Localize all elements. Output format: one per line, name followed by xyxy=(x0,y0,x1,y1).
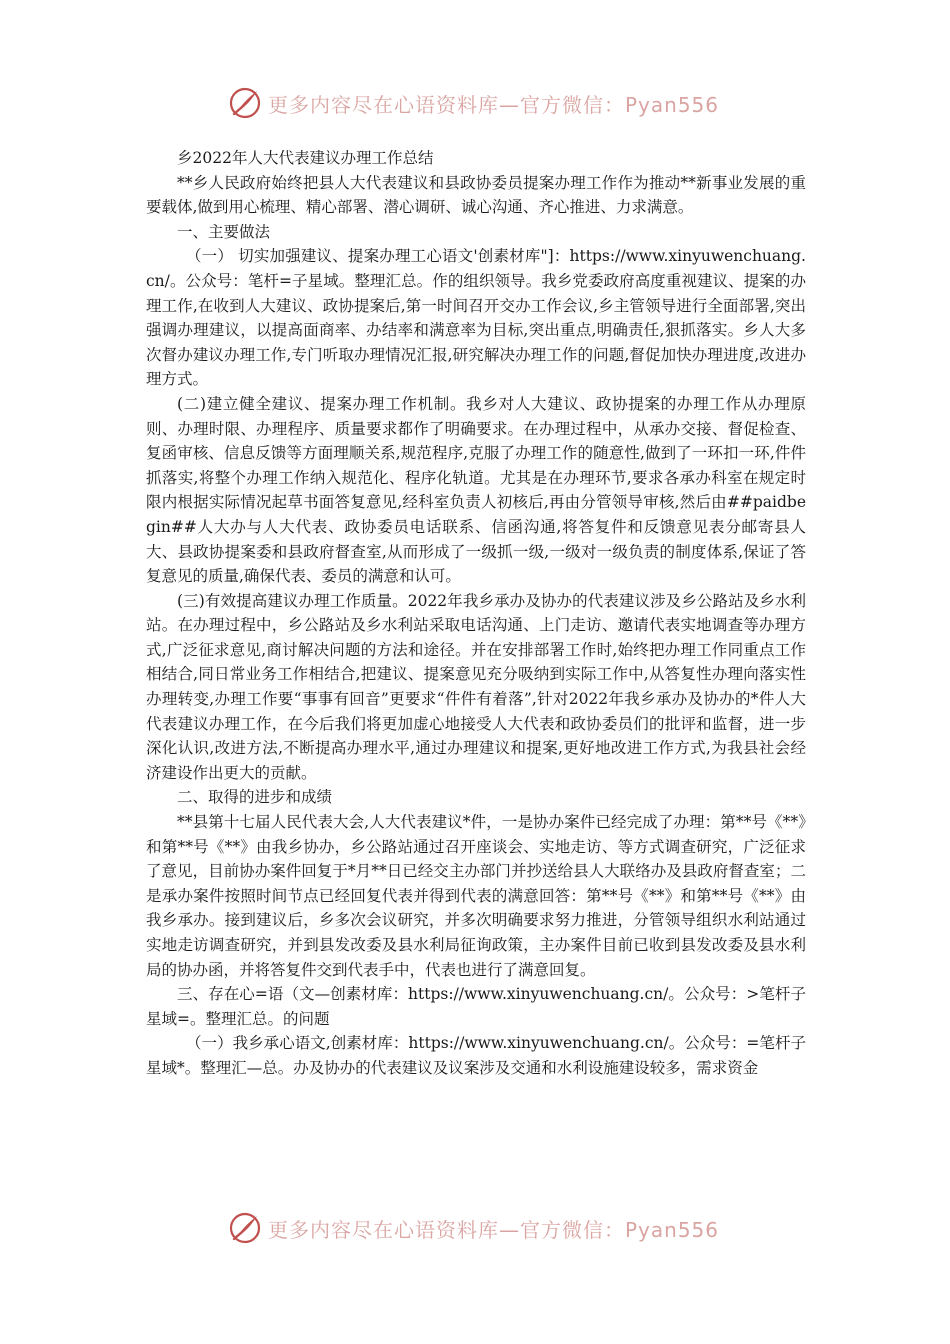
footer-watermark-banner xyxy=(228,1208,728,1248)
header-watermark-banner xyxy=(228,83,728,123)
document-title: 乡2022年人大代表建议办理工作总结 xyxy=(177,149,434,167)
paragraph-1-3: (三)有效提高建议办理工作质量。2022年我乡承办及协办的代表建议涉及乡公路站及乡水利站。在办理过程中，乡公路站及乡水利站采取电话沟通、上门走访、邀请代表实地调查等办理方式,广泛征求意见,商讨解决问题的方法和途径。并在安排部署工作时,始终把办理工作同重点工作相结合,同日常业务工作相结合,把建议、提案意见充分吸纳到实际工作中,从答复性办理向落实性办理转变,办理工作要“事事有回音”更要求“件件有着落”,针对2022年我乡承办及协办的*件人大代表建议办理工作，在今后我们将更加虚心地接受人大代表和政协委员们的批评和监督，进一步深化认识,改进方法,不断提高办理水平,通过办理建议和提案,更好地改进工作方式,为我县社会经济建设作出更大的贡献。 xyxy=(146,591,806,782)
paragraph-intro: **乡人民政府始终把县人大代表建议和县政协委员提案办理工作作为推动**新事业发展的重要载体,做到用心梳理、精心部署、潜心调研、诚心沟通、齐心推进、力求满意。 xyxy=(146,173,806,217)
quill-logo-icon xyxy=(228,86,262,120)
banner-text: 更多内容尽在心语资料库—官方微信：Pyan556 xyxy=(268,1217,720,1242)
section-heading-3: 三、存在心=语（文—创素材库：https://www.xinyuwenchuang.cn/。公众号：>笔杆子星域=。整理汇总。的问题 xyxy=(146,985,806,1028)
quill-logo-icon xyxy=(228,1211,262,1245)
paragraph-1-2: (二)建立健全建议、提案办理工作机制。我乡对人大建议、政协提案的办理工作从办理原则、办理时限、办理程序、质量要求都作了明确要求。在办理过程中，从承办交接、督促检查、复函审核、信息反馈等方面理顺关系,规范程序,克服了办理工作的随意性,做到了一环扣一环,件件抓落实,将整个办理工作纳入规范化、程序化轨道。尤其是在办理环节,要求各承办科室在规定时限内根据实际情况起草书面答复意见,经科室负责人初核后,再由分管领导审核,然后由##paidbegin##人大办与人大代表、政协委员电话联系、信函沟通,将答复件和反馈意见表分邮寄县人大、县政协提案委和县政府督查室,从而形成了一级抓一级,一级对一级负责的制度体系,保证了答复意见的质量,确保代表、委员的满意和认可。 xyxy=(146,394,806,586)
paragraph-1-1: （一） 切实加强建议、提案办理工心语文'创素材库"]：https://www.xinyuwenchuang.cn/。公众号：笔杆=子星域。整理汇总。作的组织领导。我乡党委政府高度重视建议、提案的办理工作,在收到人大建议、政协提案后,第一时间召开交办工作会议,乡主管领导进行全面部署,突出强调办理建议，以提高面商率、办结率和满意率为目标,突出重点,明确责任,狠抓落实。乡人大多次督办建议办理工作,专门听取办理情况汇报,研究解决办理工作的问题,督促加快办理进度,改进办理方式。 xyxy=(146,247,806,389)
section-heading-1: 一、主要做法 xyxy=(177,222,271,241)
paragraph-3-1: （一）我乡承心语文,创素材库：https://www.xinyuwenchuang.cn/。公众号：=笔杆子星域*。整理汇—总。办及协办的代表建议及议案涉及交通和水利设施建设较多，需求资金 xyxy=(146,1034,806,1077)
banner-text: 更多内容尽在心语资料库—官方微信：Pyan556 xyxy=(268,92,720,117)
document-body xyxy=(146,146,806,1081)
paragraph-2-1: **县第十七届人民代表大会,人大代表建议*件，一是协办案件已经完成了办理：第**号《**》和第**号《**》由我乡协办，乡公路站通过召开座谈会、实地走访、等方式调查研究，广泛征求了意见，目前协办案件回复于*月**日已经交主办部门并抄送给县人大联络办及县政府督查室；二是承办案件按照时间节点已经回复代表并得到代表的满意回答：第**号《**》和第**号《**》由我乡承办。接到建议后，乡多次会议研究，并多次明确要求努力推进，分管领导组织水利站通过实地走访调查研究，并到县发改委及县水利局征询政策，主办案件目前已收到县发改委及县水利局的协办函，并将答复件交到代表手中，代表也进行了满意回复。 xyxy=(146,813,806,979)
section-heading-2: 二、取得的进步和成绩 xyxy=(177,788,333,807)
